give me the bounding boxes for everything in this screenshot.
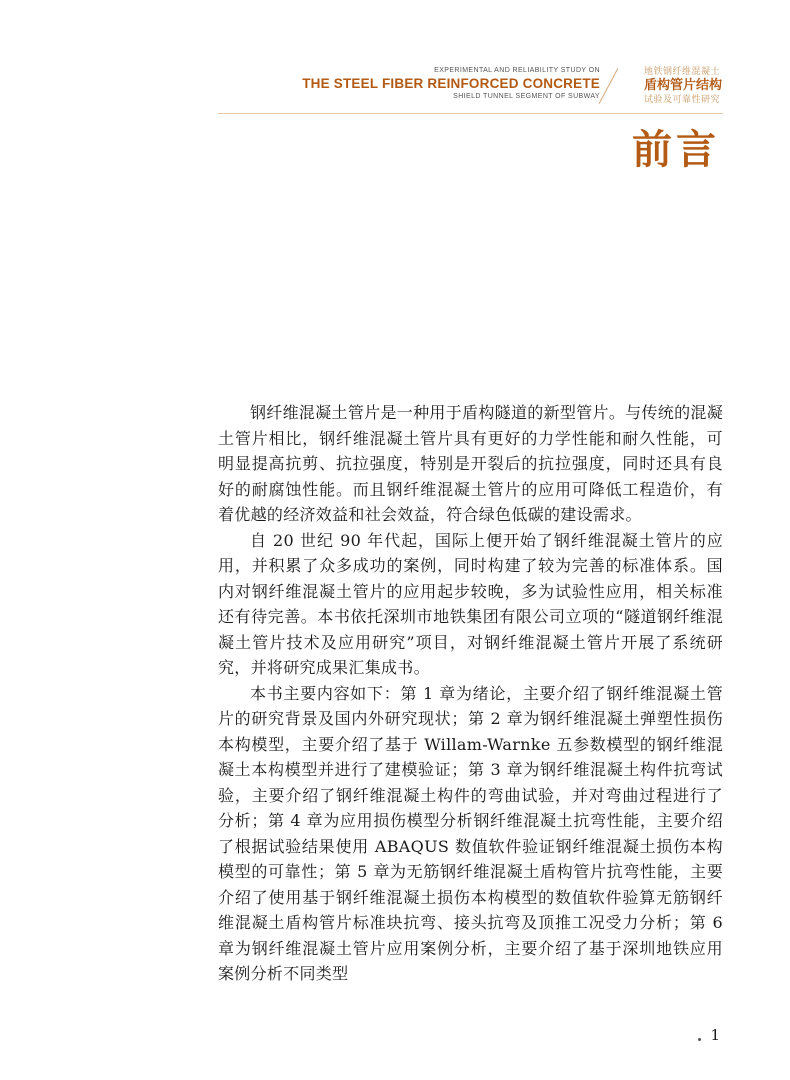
header-zh-line1: 地铁钢纤维混凝土 (644, 67, 721, 77)
chapter-title: 前言 (632, 126, 720, 173)
page-number: 1 (710, 1026, 720, 1044)
header-zh-line2: 盾构管片结构 (644, 78, 723, 93)
page-dot (698, 1038, 701, 1041)
running-header (0, 0, 790, 120)
header-chinese-title (644, 66, 722, 106)
header-en-line3: SHIELD TUNNEL SEGMENT OF SUBWAY (453, 93, 600, 100)
paragraph: 自 20 世纪 90 年代起，国际上便开始了钢纤维混凝土管片的应用，并积累了众多成功的案例，同时构建了较为完善的标准体系。国内对钢纤维混凝土管片的应用起步较晚，多为试验性应用，相关标准还有待完善。本书依托深圳市地铁集团有限公司立项的“隧道钢纤维混凝土管片技术及应用研究”项目，对钢纤维混凝土管片开展了系统研究，并将研究成果汇集成书。 (218, 530, 723, 677)
header-rule (218, 113, 723, 114)
paragraph: 钢纤维混凝土管片是一种用于盾构隧道的新型管片。与传统的混凝土管片相比，钢纤维混凝土管片具有更好的力学性能和耐久性能，可明显提高抗剪、抗拉强度，特别是开裂后的抗拉强度，同时还具有良好的耐腐蚀性能。而且钢纤维混凝土管片的应用可降低工程造价，有着优越的经济效益和社会效益，符合绿色低碳的建设需求。 (218, 403, 723, 524)
header-en-line1: EXPERIMENTAL AND RELIABILITY STUDY ON (434, 67, 600, 74)
header-zh-line3: 试验及可靠性研究 (644, 95, 721, 105)
header-en-line2: THE STEEL FIBER REINFORCED CONCRETE (302, 76, 600, 91)
header-divider-slash (599, 68, 619, 104)
body-text (218, 400, 723, 987)
header-english-title (302, 66, 600, 102)
paragraph: 本书主要内容如下：第 1 章为绪论，主要介绍了钢纤维混凝土管片的研究背景及国内外研究现状；第 2 章为钢纤维混凝土弹塑性损伤本构模型，主要介绍了基于 Willam-Warnke 五参数模型的钢纤维混凝土本构模型并进行了建模验证；第 3 章为钢纤维混凝土构件抗弯试验，主要介绍了钢纤维混凝土构件的弯曲试验，并对弯曲过程进行了分析；第 4 章为应用损伤模型分析钢纤维混凝土抗弯性能，主要介绍了根据试验结果使用 ABAQUS 数值软件验证钢纤维混凝土损伤本构模型的可靠性；第 5 章为无筋钢纤维混凝土盾构管片抗弯性能，主要介绍了使用基于钢纤维混凝土损伤本构模型的数值软件验算无筋钢纤维混凝土盾构管片标准块抗弯、接头抗弯及顶推工况受力分析；第 6 章为钢纤维混凝土管片应用案例分析，主要介绍了基于深圳地铁应用案例分析不同类型 (218, 683, 723, 983)
